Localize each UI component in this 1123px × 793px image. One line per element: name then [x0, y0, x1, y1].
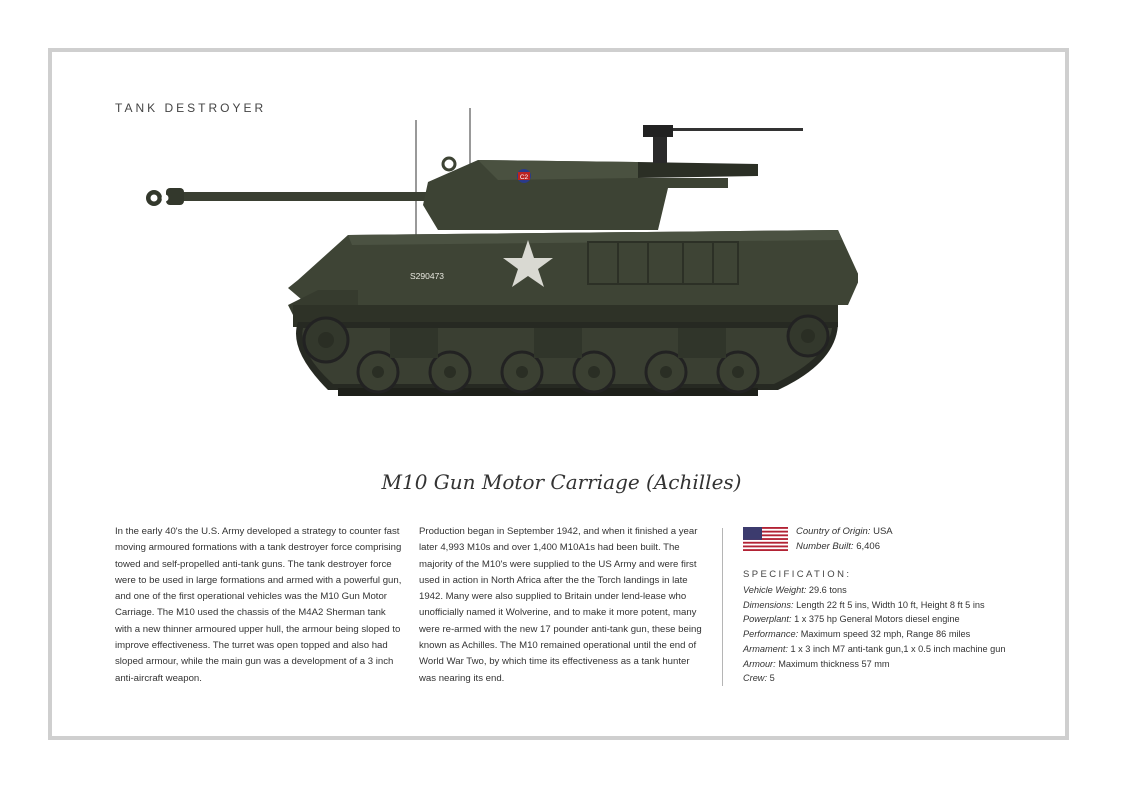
spec-dimensions [743, 598, 1006, 613]
built-label: Number Built: [796, 541, 854, 552]
country-of-origin [796, 524, 893, 539]
spec-value: Maximum thickness 57 mm [778, 658, 890, 669]
spec-label: Armament: [743, 643, 788, 654]
spec-weight [743, 583, 1006, 598]
serial-number-marking: S290473 [410, 271, 445, 281]
spec-performance [743, 627, 1006, 642]
spec-powerplant [743, 612, 1006, 627]
spec-label: Armour: [743, 658, 776, 669]
description-column-2: Production began in September 1942, and when it finished a year later 4,993 M10s and over 1,400 M10A1s had been built. The majority of the M10's were supplied to the US Army and were first used in action in North Africa after the the Torch landings in late 1942. Many were also supplied to Britain under lend-lease who unofficially named it Wolverine, and to make it more potent, many were re-armed with the new 17 pounder anti-tank gun, these being known as Achilles. The M10 remained operational until the end of World War Two, by which time its effectiveness as a tank hunter was nearing its end. [419, 526, 702, 684]
origin-info [796, 524, 893, 554]
specification-list [743, 583, 1006, 686]
spec-label: Powerplant: [743, 614, 792, 625]
spec-value: 29.6 tons [808, 585, 847, 595]
category-label: TANK DESTROYER [115, 101, 267, 115]
column-divider [722, 528, 723, 686]
tank-illustration [138, 100, 858, 410]
spec-armament [743, 642, 1006, 657]
spec-label: Crew: [743, 673, 767, 684]
built-value: 6,406 [856, 541, 880, 552]
country-label: Country of Origin: [796, 526, 871, 537]
spec-value: Maximum speed 32 mph, Range 86 miles [800, 629, 971, 640]
spec-label: Vehicle Weight: [743, 585, 807, 595]
number-built [796, 539, 893, 554]
spec-label: Dimensions: [743, 599, 794, 610]
country-value: USA [873, 526, 893, 537]
spec-value: 1 x 3 inch M7 anti-tank gun,1 x 0.5 inch machine gun [790, 643, 1006, 654]
spec-armour [743, 657, 1006, 672]
spec-label: Performance: [743, 629, 799, 640]
specification-heading: SPECIFICATION: [743, 569, 852, 580]
turret-code-marking: C2 [519, 174, 529, 181]
description-column-1: In the early 40's the U.S. Army developed a strategy to counter fast moving armoured formations with a tank destroyer force comprising towed and self-propelled anti-tank guns. The tank destroyer force were to be used in large formations and armed with a powerful gun, and one of the first operational vehicles was the M10 Gun Motor Carriage. The M10 used the chassis of the M4A2 Sherman tank with a new thinner armoured upper hull, the armour being sloped to improve effectiveness. The turret was open topped and also had sloped armour, while the main gun was a development of a 3 inch anti-aircraft weapon. [115, 526, 402, 684]
us-flag-icon [743, 527, 788, 551]
spec-value: 1 x 375 hp General Motors diesel engine [794, 614, 960, 625]
vehicle-title: M10 Gun Motor Carriage (Achilles) [381, 470, 742, 494]
spec-value: Length 22 ft 5 ins, Width 10 ft, Height 8 ft 5 ins [796, 599, 985, 610]
spec-crew [743, 671, 1006, 686]
spec-value: 5 [769, 673, 775, 684]
